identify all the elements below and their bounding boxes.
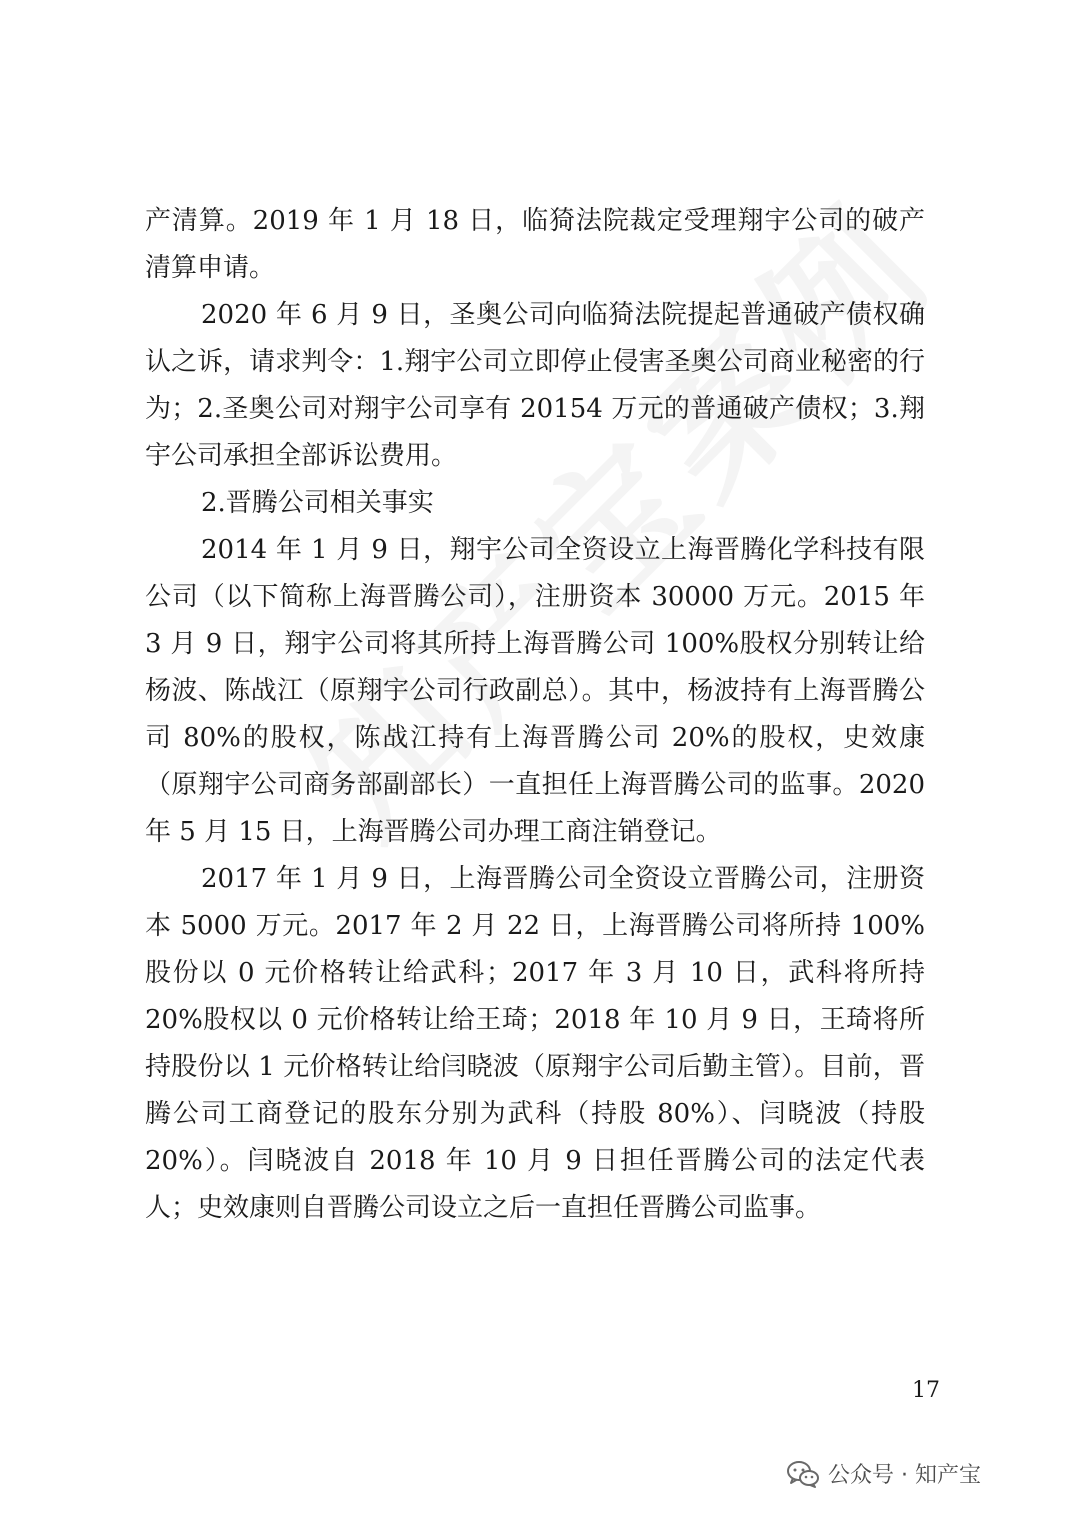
source-label: 公众号 · 知产宝 — [828, 1463, 981, 1488]
paragraph: 2014 年 1 月 9 日，翔宇公司全资设立上海晋腾化学科技有限公司（以下简称上海晋腾公司），注册资本 30000 万元。2015 年 3 月 9 日，翔宇公司将其所持上海晋腾公司 100%股权分别转让给杨波、陈战江（原翔宇公司行政副总）。其中，杨波持有上海晋腾公司 80%的股权，陈战江持有上海晋腾公司 20%的股权，史效康（原翔宇公司商务部副部长）一直担任上海晋腾公司的监事。2020 年 5 月 15 日，上海晋腾公司办理工商注销登记。 — [145, 535, 925, 847]
document-body — [145, 198, 925, 1232]
page-number: 17 — [912, 1378, 940, 1403]
section-heading: 2.晋腾公司相关事实 — [201, 488, 434, 518]
source-attribution[interactable] — [786, 1458, 981, 1489]
paragraph: 产清算。2019 年 1 月 18 日，临猗法院裁定受理翔宇公司的破产清算申请。 — [145, 206, 925, 283]
wechat-icon — [786, 1459, 820, 1489]
paragraph: 2017 年 1 月 9 日，上海晋腾公司全资设立晋腾公司，注册资本 5000 万元。2017 年 2 月 22 日，上海晋腾公司将所持 100%股份以 0 元价格转让给武科；2017 年 3 月 10 日，武科将所持 20%股权以 0 元价格转让给王琦；2018 年 10 月 9 日，王琦将所持股份以 1 元价格转让给闫晓波（原翔宇公司后勤主管）。目前，晋腾公司工商登记的股东分别为武科（持股 80%）、闫晓波（持股 20%）。闫晓波自 2018 年 10 月 9 日担任晋腾公司的法定代表人；史效康则自晋腾公司设立之后一直担任晋腾公司监事。 — [145, 864, 925, 1223]
paragraph: 2020 年 6 月 9 日，圣奥公司向临猗法院提起普通破产债权确认之诉，请求判令：1.翔宇公司立即停止侵害圣奥公司商业秘密的行为；2.圣奥公司对翔宇公司享有 20154 万元的普通破产债权；3.翔宇公司承担全部诉讼费用。 — [145, 300, 925, 471]
